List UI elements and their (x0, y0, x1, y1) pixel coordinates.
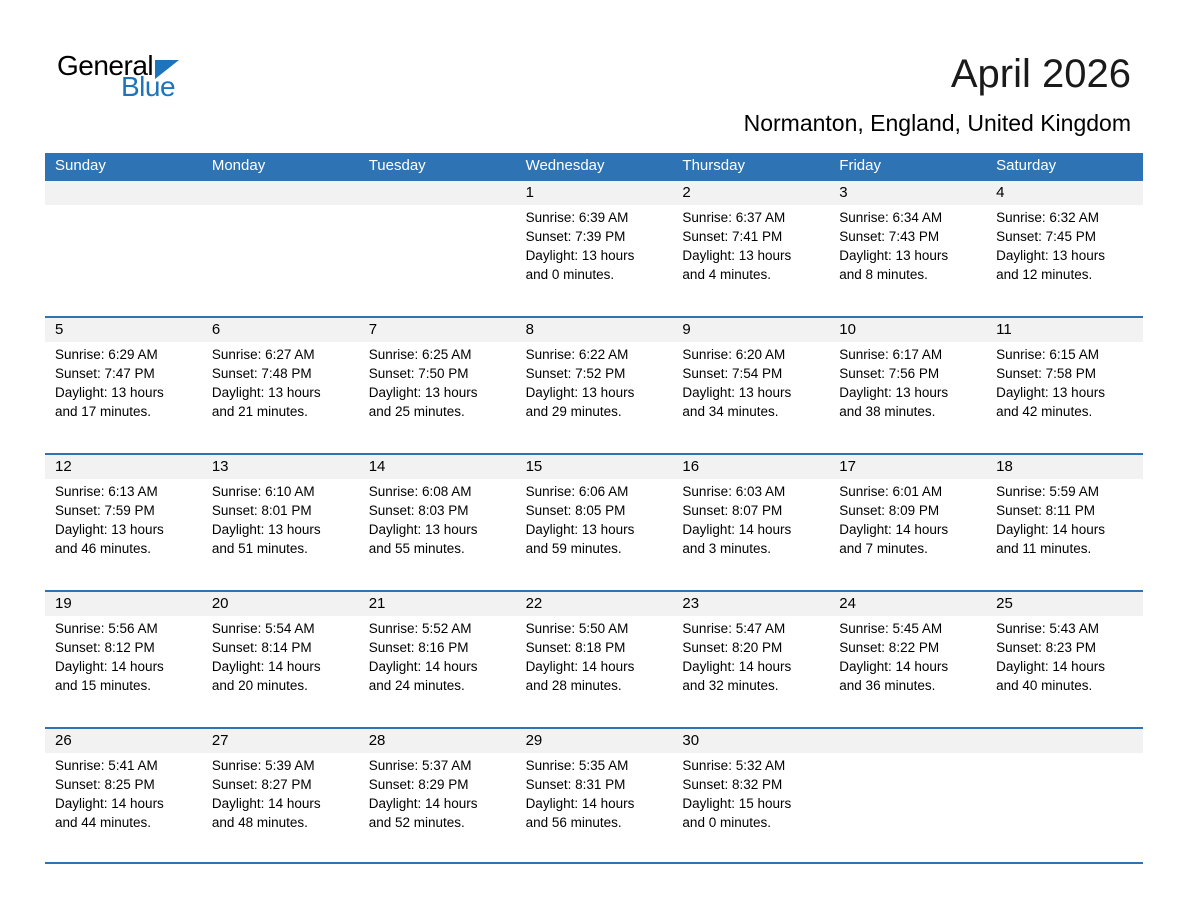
date-number: 6 (202, 318, 359, 342)
week-row (45, 179, 1143, 316)
sunrise-text: Sunrise: 6:27 AM (211, 347, 315, 362)
sunset-text: Sunset: 8:11 PM (996, 503, 1095, 518)
day-cell-body (829, 205, 986, 294)
day-cell-body (672, 479, 829, 568)
sunset-text: Sunset: 7:41 PM (682, 229, 783, 244)
daylight-text-line2: and 42 minutes. (996, 404, 1093, 419)
sunrise-text: Sunrise: 6:08 AM (368, 484, 472, 499)
date-number: 24 (829, 592, 986, 616)
day-cell-22 (516, 592, 673, 727)
day-cell-empty (359, 181, 516, 316)
week-row (45, 727, 1143, 864)
date-number: 1 (516, 181, 673, 205)
sunrise-text: Sunrise: 6:34 AM (839, 210, 943, 225)
calendar-table (45, 153, 1143, 864)
date-number: 16 (672, 455, 829, 479)
daylight-text-line1: Daylight: 13 hours (996, 385, 1105, 400)
sunrise-text: Sunrise: 5:52 AM (368, 621, 472, 636)
day-cell-body (986, 342, 1143, 431)
daylight-text-line1: Daylight: 13 hours (682, 385, 792, 400)
date-number: 29 (516, 729, 673, 753)
daylight-text-line2: and 3 minutes. (682, 541, 771, 556)
day-cell-body (829, 342, 986, 431)
daylight-text-line2: and 55 minutes. (368, 541, 465, 556)
page-subtitle: Normanton, England, United Kingdom (743, 110, 1131, 136)
date-number: 30 (672, 729, 829, 753)
daylight-text-line1: Daylight: 14 hours (839, 522, 949, 537)
daylight-text-line1: Daylight: 13 hours (525, 248, 635, 263)
sunrise-text: Sunrise: 6:39 AM (525, 210, 629, 225)
sunset-text: Sunset: 8:07 PM (682, 503, 783, 518)
daylight-text-line1: Daylight: 13 hours (211, 522, 321, 537)
sunrise-text: Sunrise: 6:25 AM (368, 347, 472, 362)
day-cell-body (359, 753, 516, 842)
daylight-text-line1: Daylight: 14 hours (525, 796, 635, 811)
date-number: 26 (45, 729, 202, 753)
date-number (45, 181, 202, 205)
sunset-text: Sunset: 7:52 PM (525, 366, 626, 381)
sunrise-text: Sunrise: 6:37 AM (682, 210, 786, 225)
daylight-text-line1: Daylight: 13 hours (55, 522, 164, 537)
daylight-text-line2: and 4 minutes. (682, 267, 771, 282)
day-cell-25 (986, 592, 1143, 727)
daylight-text-line2: and 29 minutes. (525, 404, 622, 419)
sunrise-text: Sunrise: 5:35 AM (525, 758, 629, 773)
sunrise-text: Sunrise: 6:20 AM (682, 347, 786, 362)
week-row (45, 453, 1143, 590)
day-cell-16 (672, 455, 829, 590)
date-number: 12 (45, 455, 202, 479)
sunrise-text: Sunrise: 6:17 AM (839, 347, 943, 362)
date-number (359, 181, 516, 205)
sunset-text: Sunset: 8:16 PM (368, 640, 469, 655)
day-cell-body (516, 616, 673, 705)
day-cell-body (516, 342, 673, 431)
week-row (45, 590, 1143, 727)
date-number: 13 (202, 455, 359, 479)
sunrise-text: Sunrise: 6:01 AM (839, 484, 943, 499)
daylight-text-line2: and 12 minutes. (996, 267, 1093, 282)
day-cell-28 (359, 729, 516, 862)
day-cell-body (359, 616, 516, 705)
day-cell-body (986, 479, 1143, 568)
sunrise-text: Sunrise: 5:37 AM (368, 758, 472, 773)
sunset-text: Sunset: 7:56 PM (839, 366, 940, 381)
daylight-text-line2: and 15 minutes. (55, 678, 152, 693)
sunrise-text: Sunrise: 5:47 AM (682, 621, 786, 636)
sunset-text: Sunset: 8:03 PM (368, 503, 469, 518)
date-number (986, 729, 1143, 753)
sunset-text: Sunset: 8:14 PM (211, 640, 312, 655)
weekday-header-saturday: Saturday (996, 157, 1057, 174)
day-cell-1 (516, 181, 673, 316)
daylight-text-line2: and 46 minutes. (55, 541, 152, 556)
day-cell-body (516, 205, 673, 294)
daylight-text-line2: and 0 minutes. (525, 267, 615, 282)
day-cell-2 (672, 181, 829, 316)
day-cell-body (45, 616, 202, 705)
daylight-text-line2: and 32 minutes. (682, 678, 779, 693)
sunset-text: Sunset: 7:59 PM (55, 503, 155, 518)
day-cell-empty (202, 181, 359, 316)
sunset-text: Sunset: 8:22 PM (839, 640, 940, 655)
daylight-text-line2: and 36 minutes. (839, 678, 936, 693)
daylight-text-line1: Daylight: 14 hours (682, 522, 792, 537)
date-number: 3 (829, 181, 986, 205)
date-number: 7 (359, 318, 516, 342)
daylight-text-line1: Daylight: 14 hours (682, 659, 792, 674)
daylight-text-line2: and 8 minutes. (839, 267, 928, 282)
day-cell-body (672, 753, 829, 842)
sunset-text: Sunset: 8:25 PM (55, 777, 155, 792)
day-cell-body (986, 205, 1143, 294)
daylight-text-line1: Daylight: 14 hours (996, 659, 1105, 674)
daylight-text-line1: Daylight: 13 hours (682, 248, 792, 263)
day-cell-body (359, 342, 516, 431)
sunrise-text: Sunrise: 5:56 AM (55, 621, 158, 636)
daylight-text-line2: and 56 minutes. (525, 815, 622, 830)
day-cell-empty (45, 181, 202, 316)
day-cell-3 (829, 181, 986, 316)
daylight-text-line2: and 17 minutes. (55, 404, 152, 419)
daylight-text-line1: Daylight: 13 hours (996, 248, 1105, 263)
sunset-text: Sunset: 8:09 PM (839, 503, 940, 518)
day-cell-24 (829, 592, 986, 727)
sunset-text: Sunset: 7:54 PM (682, 366, 783, 381)
sunrise-text: Sunrise: 6:32 AM (996, 210, 1099, 225)
day-cell-9 (672, 318, 829, 453)
date-number: 18 (986, 455, 1143, 479)
sunrise-text: Sunrise: 5:43 AM (996, 621, 1099, 636)
date-number: 5 (45, 318, 202, 342)
day-cell-17 (829, 455, 986, 590)
daylight-text-line2: and 21 minutes. (211, 404, 308, 419)
daylight-text-line1: Daylight: 13 hours (525, 385, 635, 400)
sunrise-text: Sunrise: 6:03 AM (682, 484, 786, 499)
day-cell-body (45, 479, 202, 568)
daylight-text-line1: Daylight: 13 hours (55, 385, 164, 400)
weekday-header-monday: Monday (211, 157, 266, 174)
day-cell-body (986, 616, 1143, 705)
daylight-text-line2: and 59 minutes. (525, 541, 622, 556)
sunrise-text: Sunrise: 5:32 AM (682, 758, 786, 773)
day-cell-body (45, 753, 202, 842)
daylight-text-line2: and 28 minutes. (525, 678, 622, 693)
weekday-header-row (45, 153, 1143, 179)
day-cell-body (672, 616, 829, 705)
daylight-text-line2: and 40 minutes. (996, 678, 1093, 693)
sunset-text: Sunset: 7:43 PM (839, 229, 940, 244)
sunset-text: Sunset: 8:05 PM (525, 503, 626, 518)
date-number: 4 (986, 181, 1143, 205)
sunset-text: Sunset: 8:29 PM (368, 777, 469, 792)
weekday-header-sunday: Sunday (55, 157, 106, 174)
sunset-text: Sunset: 8:01 PM (211, 503, 312, 518)
daylight-text-line1: Daylight: 14 hours (55, 796, 164, 811)
weekday-header-thursday: Thursday (682, 157, 745, 174)
page-title: April 2026 (950, 52, 1131, 96)
sunrise-text: Sunrise: 6:06 AM (525, 484, 629, 499)
date-number: 11 (986, 318, 1143, 342)
daylight-text-line1: Daylight: 14 hours (211, 796, 321, 811)
date-number: 23 (672, 592, 829, 616)
day-cell-body (45, 342, 202, 431)
date-number: 17 (829, 455, 986, 479)
sunset-text: Sunset: 8:32 PM (682, 777, 783, 792)
day-cell-23 (672, 592, 829, 727)
day-cell-27 (202, 729, 359, 862)
day-cell-body (829, 616, 986, 705)
sunset-text: Sunset: 7:58 PM (996, 366, 1096, 381)
date-number: 9 (672, 318, 829, 342)
day-cell-20 (202, 592, 359, 727)
sunrise-text: Sunrise: 6:15 AM (996, 347, 1099, 362)
daylight-text-line2: and 24 minutes. (368, 678, 465, 693)
day-cell-body (672, 342, 829, 431)
day-cell-6 (202, 318, 359, 453)
week-row (45, 316, 1143, 453)
day-cell-body (516, 479, 673, 568)
sunset-text: Sunset: 8:23 PM (996, 640, 1096, 655)
weekday-header-friday: Friday (839, 157, 881, 174)
daylight-text-line2: and 44 minutes. (55, 815, 152, 830)
date-number: 8 (516, 318, 673, 342)
calendar-body (45, 179, 1143, 864)
date-number: 27 (202, 729, 359, 753)
day-cell-10 (829, 318, 986, 453)
daylight-text-line2: and 51 minutes. (211, 541, 308, 556)
day-cell-body (202, 342, 359, 431)
sunset-text: Sunset: 7:50 PM (368, 366, 469, 381)
daylight-text-line1: Daylight: 14 hours (368, 796, 478, 811)
date-number: 15 (516, 455, 673, 479)
day-cell-body (516, 753, 673, 842)
day-cell-body (672, 205, 829, 294)
sunset-text: Sunset: 8:27 PM (211, 777, 312, 792)
daylight-text-line1: Daylight: 13 hours (211, 385, 321, 400)
daylight-text-line2: and 7 minutes. (839, 541, 928, 556)
page-header (45, 0, 1143, 153)
day-cell-14 (359, 455, 516, 590)
day-cell-body (202, 479, 359, 568)
daylight-text-line1: Daylight: 15 hours (682, 796, 792, 811)
daylight-text-line1: Daylight: 13 hours (368, 385, 478, 400)
day-cell-30 (672, 729, 829, 862)
general-blue-logo (57, 52, 179, 101)
sunrise-text: Sunrise: 5:45 AM (839, 621, 943, 636)
daylight-text-line1: Daylight: 14 hours (839, 659, 949, 674)
date-number (829, 729, 986, 753)
sunrise-text: Sunrise: 5:41 AM (55, 758, 158, 773)
day-cell-body (359, 479, 516, 568)
date-number: 10 (829, 318, 986, 342)
date-number: 25 (986, 592, 1143, 616)
date-number: 19 (45, 592, 202, 616)
daylight-text-line2: and 25 minutes. (368, 404, 465, 419)
sunrise-text: Sunrise: 6:29 AM (55, 347, 158, 362)
day-cell-empty (986, 729, 1143, 862)
sunset-text: Sunset: 7:45 PM (996, 229, 1096, 244)
daylight-text-line1: Daylight: 14 hours (525, 659, 635, 674)
date-number: 22 (516, 592, 673, 616)
sunset-text: Sunset: 7:39 PM (525, 229, 626, 244)
daylight-text-line1: Daylight: 14 hours (368, 659, 478, 674)
sunset-text: Sunset: 7:48 PM (211, 366, 312, 381)
date-number (202, 181, 359, 205)
day-cell-19 (45, 592, 202, 727)
day-cell-body (202, 616, 359, 705)
sunset-text: Sunset: 7:47 PM (55, 366, 155, 381)
sunrise-text: Sunrise: 6:10 AM (211, 484, 315, 499)
date-number: 14 (359, 455, 516, 479)
weekday-header-wednesday: Wednesday (525, 157, 605, 174)
day-cell-12 (45, 455, 202, 590)
date-number: 2 (672, 181, 829, 205)
day-cell-13 (202, 455, 359, 590)
sunset-text: Sunset: 8:31 PM (525, 777, 626, 792)
sunrise-text: Sunrise: 5:59 AM (996, 484, 1099, 499)
sunrise-text: Sunrise: 6:22 AM (525, 347, 629, 362)
day-cell-empty (829, 729, 986, 862)
logo-text-general: General (57, 50, 154, 81)
logo-text-blue: Blue (121, 71, 176, 102)
daylight-text-line1: Daylight: 13 hours (839, 385, 949, 400)
daylight-text-line1: Daylight: 13 hours (839, 248, 949, 263)
sunset-text: Sunset: 8:12 PM (55, 640, 155, 655)
day-cell-26 (45, 729, 202, 862)
daylight-text-line1: Daylight: 13 hours (368, 522, 478, 537)
day-cell-18 (986, 455, 1143, 590)
day-cell-body (829, 479, 986, 568)
date-number: 21 (359, 592, 516, 616)
sunrise-text: Sunrise: 5:39 AM (211, 758, 315, 773)
daylight-text-line1: Daylight: 14 hours (211, 659, 321, 674)
daylight-text-line1: Daylight: 14 hours (55, 659, 164, 674)
date-number: 28 (359, 729, 516, 753)
daylight-text-line2: and 20 minutes. (211, 678, 308, 693)
weekday-header-tuesday: Tuesday (368, 157, 426, 174)
day-cell-7 (359, 318, 516, 453)
sunrise-text: Sunrise: 5:50 AM (525, 621, 629, 636)
day-cell-21 (359, 592, 516, 727)
date-number: 20 (202, 592, 359, 616)
day-cell-8 (516, 318, 673, 453)
day-cell-5 (45, 318, 202, 453)
daylight-text-line1: Daylight: 13 hours (525, 522, 635, 537)
sunrise-text: Sunrise: 5:54 AM (211, 621, 315, 636)
daylight-text-line1: Daylight: 14 hours (996, 522, 1105, 537)
daylight-text-line2: and 34 minutes. (682, 404, 779, 419)
daylight-text-line2: and 38 minutes. (839, 404, 936, 419)
sunrise-text: Sunrise: 6:13 AM (55, 484, 158, 499)
daylight-text-line2: and 52 minutes. (368, 815, 465, 830)
day-cell-4 (986, 181, 1143, 316)
day-cell-body (202, 753, 359, 842)
sunset-text: Sunset: 8:20 PM (682, 640, 783, 655)
day-cell-11 (986, 318, 1143, 453)
sunset-text: Sunset: 8:18 PM (525, 640, 626, 655)
day-cell-29 (516, 729, 673, 862)
daylight-text-line2: and 11 minutes. (996, 541, 1092, 556)
day-cell-15 (516, 455, 673, 590)
daylight-text-line2: and 48 minutes. (211, 815, 308, 830)
daylight-text-line2: and 0 minutes. (682, 815, 771, 830)
